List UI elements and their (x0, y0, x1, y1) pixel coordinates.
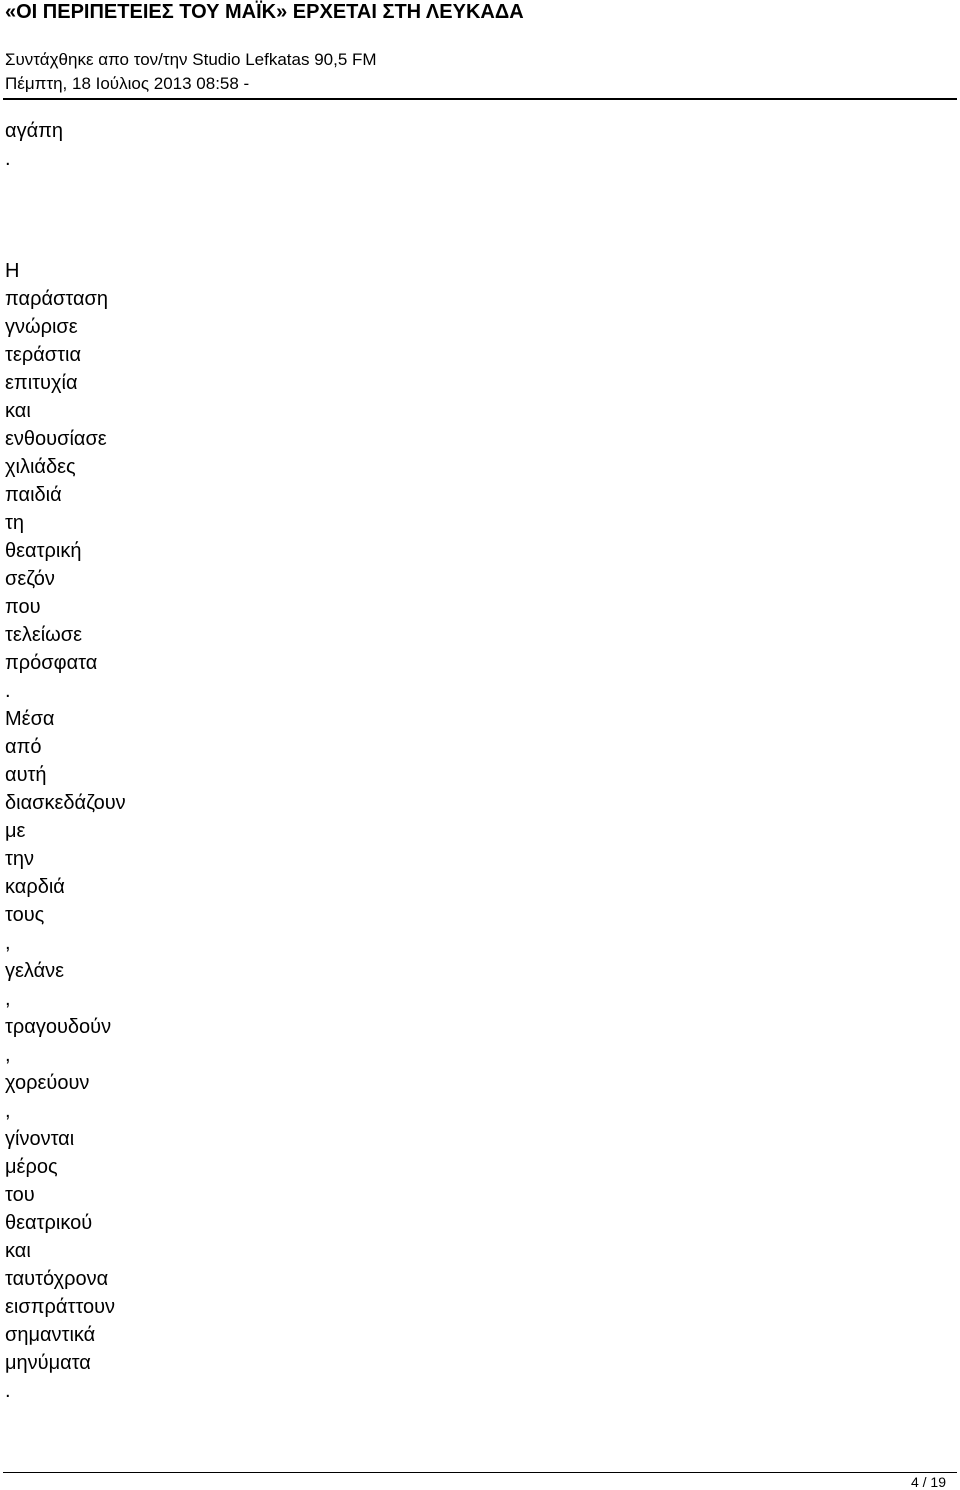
body-word: θεατρικού (5, 1212, 93, 1234)
body-word: γελάνε (5, 960, 65, 982)
page-number: 4 / 19 (910, 1474, 946, 1490)
body-word: θεατρική (5, 540, 82, 562)
body-word: , (5, 1044, 11, 1066)
body-word: αυτή (5, 764, 47, 786)
body-word: σεζόν (5, 568, 55, 590)
body-word: εισπράττουν (5, 1296, 116, 1318)
paragraph-gap (5, 201, 126, 229)
body-word: . (5, 680, 11, 702)
body-word: καρδιά (5, 876, 65, 898)
footer-divider (3, 1472, 957, 1473)
body-word: που (5, 596, 41, 618)
body-word: τη (5, 512, 25, 534)
body-word: παράσταση (5, 288, 109, 310)
article-meta (5, 48, 377, 96)
body-word: τεράστια (5, 344, 82, 366)
header-divider (3, 98, 957, 100)
body-word: διασκεδάζουν (5, 792, 126, 814)
body-word: ενθουσίασε (5, 428, 107, 450)
body-word: πρόσφατα (5, 652, 98, 674)
body-word: . (5, 1380, 11, 1402)
body-word: και (5, 1240, 31, 1262)
body-word: του (5, 1184, 35, 1206)
body-punctuation: . (5, 148, 11, 170)
article-body (5, 117, 126, 1405)
body-word: τραγουδούν (5, 1016, 112, 1038)
body-word: και (5, 400, 31, 422)
author-line: Συντάχθηκε απο τον/την Studio Lefkatas 90,5 FM (5, 50, 377, 69)
body-word: μέρος (5, 1156, 58, 1178)
body-word: ταυτόχρονα (5, 1268, 109, 1290)
body-word: παιδιά (5, 484, 62, 506)
body-word: χορεύουν (5, 1072, 90, 1094)
body-word: με (5, 820, 26, 842)
body-word: σημαντικά (5, 1324, 96, 1346)
body-word: τελείωσε (5, 624, 83, 646)
body-word: Μέσα (5, 708, 55, 730)
body-word: χιλιάδες (5, 456, 76, 478)
body-word: μηνύματα (5, 1352, 91, 1374)
body-word: , (5, 1100, 11, 1122)
body-word: , (5, 988, 11, 1010)
body-word: την (5, 848, 35, 870)
body-word: γνώρισε (5, 316, 78, 338)
body-word: γίνονται (5, 1128, 75, 1150)
body-word: τους (5, 904, 45, 926)
body-word: αγάπη (5, 120, 64, 142)
body-word: από (5, 736, 42, 758)
page-title: «ΟΙ ΠΕΡΙΠΕΤΕΙΕΣ ΤΟΥ ΜΑΪΚ» ΕΡΧΕΤΑΙ ΣΤΗ ΛΕΥΚΑΔΑ (5, 1, 524, 23)
paragraph-gap (5, 229, 126, 257)
date-line: Πέμπτη, 18 Ιούλιος 2013 08:58 - (5, 74, 250, 93)
body-word: , (5, 932, 11, 954)
paragraph-gap (5, 173, 126, 201)
body-word: Η (5, 260, 20, 282)
body-word: επιτυχία (5, 372, 78, 394)
